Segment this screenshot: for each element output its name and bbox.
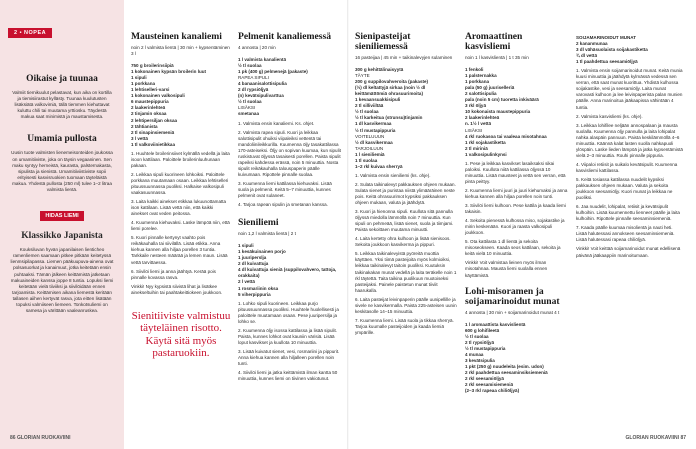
method-step: 1. Huuhtele broilerinsiivet kylmällä vedellä ja laita isoon kattilaan. Paloittele broilerinluuhunaan pakaan. [131, 150, 230, 168]
method-steps [238, 121, 342, 209]
ingredient-item: 1 juuriperslja [238, 255, 267, 261]
ingredient-item: 1 valkosipulinkynsi [465, 151, 507, 157]
method-step: 4. Kuumenna kiehuvaksi. Laske lämpöä niin, että liemi porelee. [131, 220, 230, 232]
ingredient-item: 600 g lohifileetä [465, 327, 500, 333]
ingredient-item: 1 l sieniliemiä [355, 151, 385, 157]
recipe-meta: noin 1 l kasvislientä | 1 t 35 min [465, 55, 529, 60]
ingredient-item: 3 kevätsipulia [465, 357, 495, 363]
ingredient-item: 1 sipuli [131, 75, 147, 81]
method-step: 1. Pese ja leikkaa kasvikset lasaiksaksi sikai paloiksi. Kuullota niitä kattilassa öljyssä 10 minuuttia. Lisää mausteet ja vettä sen verran, että pinta peittyy. [465, 160, 566, 184]
method-step: 1. Valmista ensin sieniliemi (ks. ohje). [355, 172, 431, 178]
method-steps [131, 151, 231, 296]
sidebar-text: Uusin tuote valmisten lienemeisonteiden joukossa on umamitiiviste, joka on täysin vegaaninen. Sen maku syntyy herneistä, kaurasta, palsternakasta, sipulista ja sienistä. Umamitiiviistiviste sopii erityisesti kasvisruokien tuomaan täyteläistä makua. Yhdestä pullosta (250 ml) tulee 1–2 litraa valmista lientä. [11, 150, 113, 193]
ingredient-list [465, 322, 569, 395]
ingredient-item: 2 tl silliviiltää [355, 103, 384, 109]
sidebar-heading: Oikaise ja tuunaa [26, 74, 98, 84]
page-footer-right: GLORIAN RUOKAVIINI 87 [625, 435, 686, 441]
recipe-title: Sieniliemi [238, 217, 279, 229]
ingredient-item: 1 tl valkoviinietikkaa [131, 141, 175, 147]
ingredient-item: 1 tl suolaa [355, 157, 378, 163]
recipe-meta: noin 1,2 l valmista lientä | 2 t [238, 231, 296, 237]
page-gutter [347, 0, 349, 449]
ingredient-item: ½ dl kasvikermaa [355, 139, 393, 145]
ingredient-item: 4 munaa [465, 351, 484, 357]
method-step: 4. Laita kertetty ohra kulhoon ja lisää sienisoos. Sekoita joukkoon kasvikerma ja pippuri. [355, 236, 451, 248]
method-step: 5. Kuori pinnalle kertynyt vaahto pois reikäkauhalla tai siivilällä. Lisää etikka. Anna kiehua kannen alla hiljaa porellen 3 tuntia. Tarkkaile nesteen määrää ja lemen maun. Lisää vettä tarvittaessa. [131, 235, 228, 265]
ingredient-item: 2 rkl paahdettua seesaminsiksiemeniä [465, 369, 548, 375]
ingredient-item: 1 palsternakka [465, 73, 497, 79]
method-step: 7. Kaada päälle kuumaa misolientä ja nauti heti. Lisää halutessasi annokseen seesaminsiemeniä. Lisää halutessasi rapeaa chiliöljyä. [576, 225, 675, 243]
ingredient-item: ½ tl suolaa [355, 109, 379, 115]
page-footer-left: 86 GLORIAN RUOKAVIINI [10, 435, 71, 441]
ingredient-item: 1 l valmista kanalientä [238, 57, 287, 63]
method-step: 6. Siivilöi liemi ja anna jäähtyä. Kerää pois pinnalle kovassa rasva. [131, 268, 216, 280]
ingredient-item: n. 1½ l vettä [465, 121, 492, 127]
ingredient-item: 1 pk (400 g) pelmenejä (pakaste) [238, 69, 308, 75]
recipe-column [576, 32, 684, 259]
method-step: 3. Leikkaa lohifilee neljään annospalaan ja mausta suolalla. Kuumenna öljy pannulla ja laita lohipalat nahka alaspäin pannuun. Paista keskilämmöllä 4–6 minuuttia. Käännä kalat lasten suolla nahkapuoli ylöspäin. Laske lieden lämpöä ja jatka kypsentämistä vielä 2–3 minuuttia. Rouhi pinnalle pippuria. [576, 122, 683, 158]
ingredient-item: 300 g kehittälinaisyytä [355, 67, 404, 73]
ingredient-item: 1 kesäkuinainen porjo [238, 249, 286, 255]
ingredient-item: 4 dl kuivattuja sieniä (suppilovahvero, tattoja, orakkaita) [238, 267, 337, 279]
ingredient-item: 1 l aromaattista kasvislientä [465, 321, 526, 327]
ingredient-item: 2 tinjamin oksaa [131, 111, 167, 117]
recipe-column [355, 32, 458, 336]
method-step: 4. Sekoita pienessä kulhossa miso, sojakastike ja mirin keskenään. Kuori ja raasta valkosipuli joukkoon. [465, 218, 565, 236]
method-steps [465, 161, 569, 279]
section-tag: 2 • NOPEA [8, 28, 52, 38]
recipe-meta: 16 pasteijaa | 45 min + taikinalevyjen sulaminen [355, 55, 453, 60]
method-step: 1. Valmista ensin soijamarinoidut munat. Keitä munia kuusi minuuttia ja jäähdytä kylmässä vedessä sen verran, että saat munat kuorittua. Yhdistä kulhossa soijakastike, vesi ja seesamiöljy. Laita munat varovasti kulhoon ja lee leivinpaperista palan munien päälle. Anna marinoitua jääkaapissa vähintään 4 tuntia. [576, 68, 683, 110]
ingredient-item: 3 l vettä [131, 135, 148, 141]
ingredient-item: 750 g broilerinsiipiä [131, 63, 174, 69]
method-step: 3. Siivilöi liemi kulhoon. Pese kattila ja kaada liemi takaisin. [465, 203, 566, 215]
method-step: Vinkki! Voit valmistaa lieinen myös ilman misotahnaa. Mausta liemi suolalla ennen käyttämistä. [465, 260, 548, 278]
ingredient-item: 4 rkl ruokasoa tai vaaleaa misotahnaa [465, 133, 547, 139]
ingredient-item: 1 pkt (250 g) nuudeleita (esim. udon) [465, 363, 544, 369]
ingredient-item: 1 kokonainen valkosipuli [131, 93, 185, 99]
ingredient-item: TARJOILUUN [355, 145, 384, 151]
ingredient-list [355, 67, 458, 170]
ingredient-list [238, 57, 342, 117]
ingredient-item: 1 rkl sojakastiketta [465, 139, 506, 145]
method-step: 5. Keitä tosiassa kattilassa nuudelit kypsiksi pakkauksen ohjeen mukaan. Valuta ja sekoita joukkoon seesamiöljy. Kuori munat ja leikkaa ne puoliksi. [576, 176, 673, 201]
subrecipe-title: SOIJAMARINOIDUT MUNAT [576, 35, 637, 40]
promo-quote: Sienitiiviste valmistuu täyteläinen risotto. Käytä sitä myös pastaruokiin. [131, 309, 231, 360]
ingredient-item: 1 porkkana [131, 81, 156, 87]
ingredient-item: 6 maustepippuria [131, 99, 169, 105]
ingredient-item: 3 rkl öljyä [465, 103, 486, 109]
method-steps [238, 301, 342, 383]
recipe-column [465, 32, 569, 394]
ingredient-item: LISÄKSI [465, 127, 483, 133]
method-step: 5. Ota kattilasta 1 dl lientä ja sekoita misoseokseen. Kaada seos kattilaan, sekoita ja keitä vielä 10 minuuttia. [465, 239, 561, 257]
ingredient-item: 2 salottisipulia [465, 91, 497, 97]
ingredient-item: ¾ dl vettä [576, 53, 597, 59]
recipe-title: Lohi-misoramen ja soijamarinoidut munat [465, 285, 560, 307]
method-step: 6. Jaa nuudelit, lohipalat, retiisit ja kevätsipulit kulhoihin. Lisää kuumennettu lienneet päälle ja laita kulhoihin. Ripottele pinnalle seesaminsiemeniä. [576, 204, 680, 222]
sidebar-heading: Umamia pullosta [27, 134, 97, 145]
ingredient-list [576, 41, 684, 65]
ingredient-list [238, 243, 342, 297]
ingredient-list [465, 67, 569, 158]
sidebar-text: Valmiit tiemikuulut pelastavat, kun aika on kortilla ja tiemisiirastut kyllästy. Tuunaa kuulutusten lisäksiätä valkovimiä, tällä tiemmen kiehuttavat kuluttu chili tai muutama yrttiosku. Täydestä makua saat minimistä ja maustamisesta. [12, 90, 112, 120]
ingredient-item: (½) dl keltattyjä sirkaa (noin ½ dl keittämättömiä ohrasuurimoita) [355, 85, 426, 97]
ingredient-item: 1 fenkoli [465, 67, 484, 73]
method-step: 1. Lohko sipuli kuorineen. Leikkaa purjo pituussuunnassa puoliksi. Huuhtele huolellisesti ja paloittele muutamaan osaan. Pese juuripersilja ja lohko se. [238, 300, 339, 324]
ingredient-item: 1 lehtiselleri-varsi [131, 87, 170, 93]
ingredient-list [131, 63, 231, 148]
ingredient-item: 2 tl miriniä [465, 145, 488, 151]
recipe-column [238, 32, 342, 382]
method-step: 1. Valmista ensin kanaliemi. Ks. ohjet. [238, 120, 315, 126]
recipe-title: Pelmenit kanaliemessä [238, 31, 331, 42]
method-step: 2. Leikkaa sipuli kuorineen lohkoiksi. Paloittele porkkana muutamaan osaan. Leikkaa lehtiselleri pituussuunnassa puoliksi. Halkaise valkosipuli vaakasuunnassa. [131, 171, 229, 196]
ingredient-item: (n) kevätsipulivarttua [238, 93, 284, 99]
recipe-title: Mausteinen kanaliemi [131, 31, 222, 42]
ingredient-item: 2 tl rypsiöljyä [465, 339, 495, 345]
method-step: Vinkki! Nyy kypsistä siivistä lihat ja lisätkee ainekseltuihin tai paahtakeittiokeen joukkoon. [131, 283, 223, 295]
ingredient-item: ½ tl mustapippuria [465, 345, 506, 351]
ingredient-item: ½ tl suolaa [238, 63, 262, 69]
ingredient-item: 2 rkl seesamisiemeniä [465, 382, 514, 388]
ingredient-item: 2 dl rypsiöljyä [238, 87, 269, 93]
ingredient-item: (2–3 rkl rapeaa chiliöljyä) [465, 388, 520, 394]
ingredient-item: 2 l vettä [238, 279, 255, 285]
ingredient-item: 1–2 rkl kuivaa sherryä [355, 163, 403, 169]
ingredient-item: 2 tähtianista [131, 123, 158, 129]
ingredient-item: smetanaa [238, 111, 259, 117]
ingredient-item: 5 viherpippuria [238, 291, 271, 297]
ingredient-item: 1 rosmariinin oksa [238, 285, 279, 291]
recipe-column [131, 32, 231, 360]
ingredient-item: RAPEA SIPULI [238, 75, 269, 81]
ingredient-item: 3 dl vähäsuolaista soijakastiketta [576, 47, 648, 53]
ingredient-item: 2 laakerinlehteä [465, 115, 500, 121]
ingredient-item: 2 kananmunaa [576, 41, 608, 47]
ingredient-item: 4 banaanisalottisipulia [238, 81, 287, 87]
method-step: 2. Valmista kasvisliemi (ks. ohje). [576, 113, 643, 119]
ingredient-item: 2 dl kuivattuja [238, 261, 269, 267]
method-step: 4. Viipaloi retiisit ja suikalo kevätsipulit. Kuumenna kasvisliemi kattilassa. [576, 161, 678, 173]
method-step: 3. Kuumenna liemi kattilassa kiehuvaksi. Lisää suola ja pelmenit. Keitä 5–7 minuuttia, kunnes pelmenit ovat sulaneet. [238, 180, 332, 199]
ingredient-item: TÄYTE [355, 73, 370, 79]
sidebar-text: Kouksiluvan hyvän japanilaisen lienticheo ramenliemen saamaan pitkee pitkään keitetyssä lienmsipilapassa. Liemen pääkuupuva-ainena ovat polsasuorkat ja kanaimuut, jotka keitetään ensin puhtaaksi. Tämän jälkeen keittämistä jatketaan makuaineiden kanssa joppe 8 tuntia. Lopuksi liemi keitetään vielä tiiviiksi ja siivilöidään ennen tarjoamista. Keittämisen aikana liemestä keritään tallasen aiihen kertyvät rasva, jota eitten lisätään topuksi valmiiseen liemeen. Tonkotsuliemi on samesa ja värittään vaaleanruskea. [10, 247, 114, 314]
ingredient-item: 2 tl sinapinsiemeniä [131, 129, 175, 135]
ingredient-item: pala (50 g) juuriselleriä [465, 85, 515, 91]
ingredient-item: VOITELUUUN [355, 133, 385, 139]
ingredient-item: 1 dl kasvikermaa [355, 121, 392, 127]
ingredient-item: ½ tl karkeitua (strunsu)tinjamin [355, 115, 423, 121]
ingredient-item: 2 laakerinlehteä [131, 105, 166, 111]
recipe-title: Sienipasteijat sieniliemessä [355, 31, 411, 52]
ingredient-item: 2 rkl seesamiöljyä [465, 376, 504, 382]
method-steps [355, 173, 458, 336]
ingredient-item: LISÄKSI [238, 105, 256, 111]
method-step: 3. Lisää kuivatut sienet, vesi, rosmariini ja pippurit. Anna kiehua kannen alla hiljalleen porellen noin tunti. [238, 348, 340, 367]
ingredient-item: ½ tl suolaa [465, 333, 489, 339]
method-step: 2. Valmista rapea sipuli. Kuori ja leikkaa salottisipulit ohuiksi viipaleiksi vettentä tai mandoliinileikkurilla. Kuumenna öljy tasakattilassa 170-asteiseksi. Öljy on sopivan kuumaa, kun sipulit ruskistuvat öljyssä tasaisesti porellen. Paista sipulit rapeiksi kahdessa erässä, noin 5 minuuttia. Nosta sipulit reikäkauhalla talouspaperin päälle kuivumaan. Ripottele pinnalle suolaa. [238, 129, 341, 177]
method-step: Vinkki! Voit keittää soijamarinoidut munat edellisenä päivänä jääkaappiin marinoitumaan. [576, 246, 681, 258]
ingredient-item: 1 kokonainen kypsän broilerin luut [131, 69, 207, 75]
method-step: 6. Laita pasteijat leivinpaperin päälle uunipellille ja sivele ne kasvikermalla. Paista 225-asteisen uunin keskitasolle 14–15 minuuttia. [355, 296, 457, 314]
recipe-meta: 4 annosta | 30 min + soijamarinoidut munat 4 t [465, 309, 560, 315]
ingredient-item: 200 g suppilovahveroita (pakaste) [355, 79, 429, 85]
method-step: 2. Kuumenna öljy isossa kattilassa ja lisää sipulit. Paista, kunnes lohkot ovat kauniin värisiä. Lisää loput kasvikset ja kuullota 10 minuuttia. [238, 327, 338, 345]
recipe-title: Aromaattinen kasvisliemi [465, 31, 523, 52]
method-step: 7. Kuumenna liemi. Lisää suola ja tikkaa sherryä. Tarjoa kuumalle pasteijoiden ja kaada liemiä ympärille. [355, 317, 454, 335]
ingredient-item: 1 kevaansuakkisipuli [355, 97, 401, 103]
method-step: 2. Sulata taikinalevyt pakkauksen ohjeen mukaan. Sulata sienet ja puristaa niistä ylimääräinen neste pois. Keitä ohrasuurimot kypsiksi pakkauksen ohjeen mukaan, valuta ja jäähdytä. [355, 181, 456, 206]
method-step: 3. Kuori ja hienonna sipuli. Kuullota sitä pannulla öljyssä miedolla lämmöllä noin 7 minuuttia. Kun sipuli on pehmeää, lisää sienet, suola ja tiimjami. Paista sekoittaen muutama minuutti. [355, 209, 454, 233]
method-step: 5. Leikkaa taikinalevyistä pyöreitä muottia käyttäen. Yksi tiimä pasteijoita myös kolmioiksi, leikkaa taikinalevyt taitoin puoliksi. Kuutuksin taikinakakan munat vedellä ja laita teräkelle noin 1 rkl täytettä. Taita taikina puolikuun muotoiseksi pasteijaksi. Painele paistetun munat tiiviit haarukalla. [355, 251, 457, 293]
method-step: 4. Siivilöi liemi ja jatka keittämistä ilman kantta 50 minuuttia, kunnes liemi on tiivinen vakiotunut. [238, 370, 338, 382]
ingredient-item: 1 porkkana [465, 79, 490, 85]
sidebar-heading: Klassikko Japanista [21, 231, 103, 242]
method-step: 2. Kuumenna liemi juuri ja juuri kiehumaksi ja anna kiehua kannen alla hiljaa porellen noin tunti. [465, 187, 568, 199]
sidebar [0, 0, 124, 449]
recipe-meta: 4 annosta | 20 min [238, 45, 276, 50]
method-steps [576, 68, 684, 258]
section-tag: HIDAS LIEMI [40, 211, 83, 221]
method-step: 4. Tarjoa rapean sipulin ja smetanan kanssa. [238, 202, 328, 208]
recipe-meta: noin 2 l valmista lientä | 30 min + kypsentäminen 3 l [131, 45, 230, 57]
ingredient-item: pala (noin 5 cm) tuoretta inkiväärä [465, 97, 539, 103]
ingredient-item: ½ tl suolaa [238, 99, 262, 105]
ingredient-item: 1 tl paahdettua seesamiöljyä [576, 59, 638, 65]
method-step: 3. Laita kaikki ainekset etikkaa lukuunottamatta ison kattilaan. Lisää vettä niin, että kaikki ainekset ovat veden peitossa. [131, 199, 227, 217]
ingredient-item: 10 kokonaista maustepippuria [465, 109, 531, 115]
ingredient-item: 1 sipuli [238, 243, 254, 249]
ingredient-item: 2 lehtipersiljan oksaa [131, 117, 177, 123]
ingredient-item: ½ tl mustapippuria [355, 127, 396, 133]
